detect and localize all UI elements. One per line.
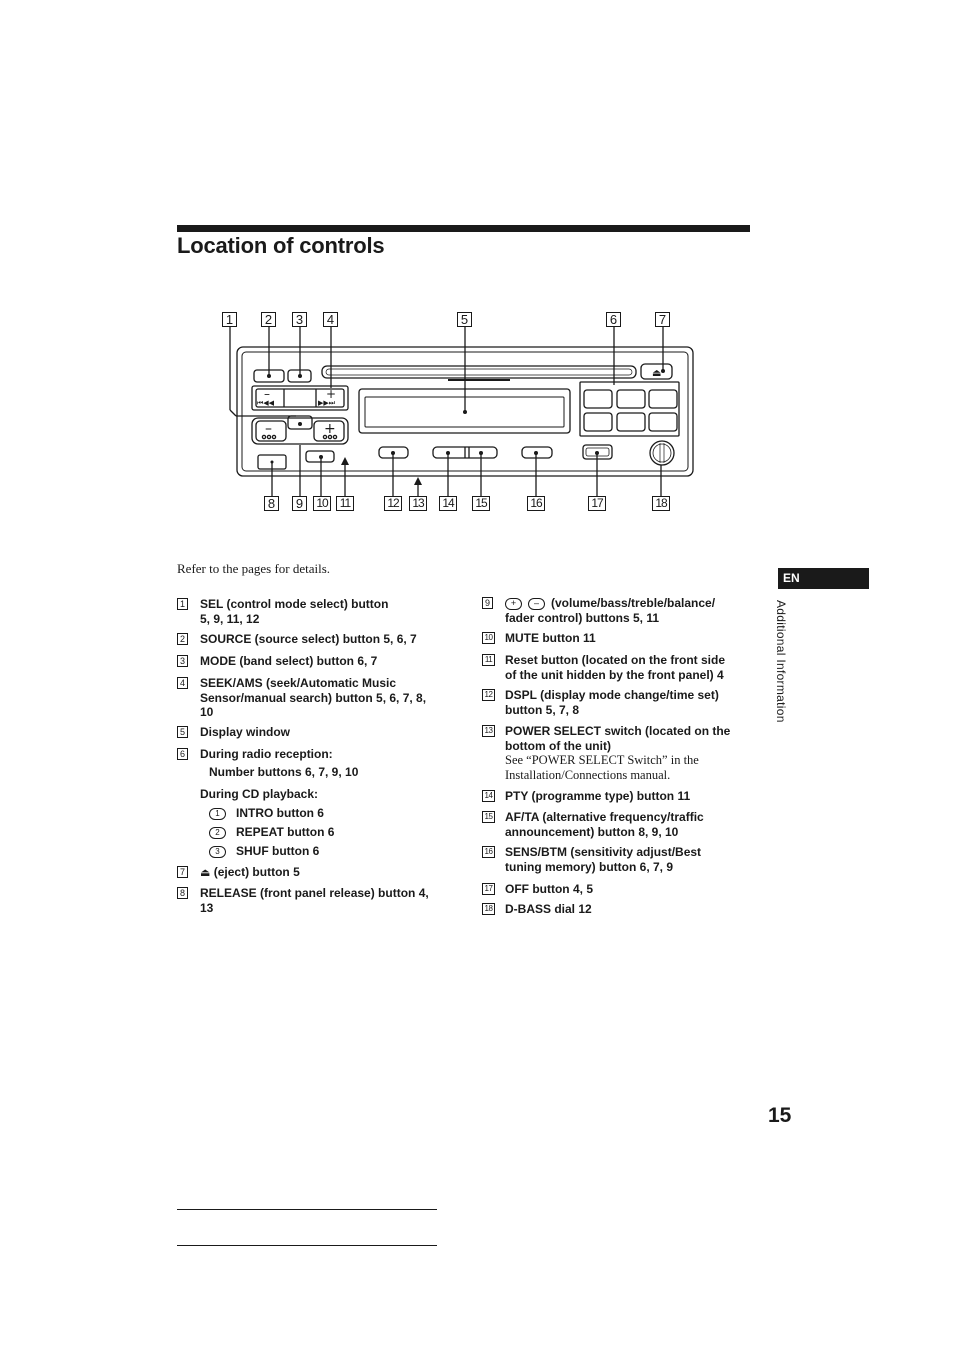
front-panel-drawing bbox=[0, 0, 954, 560]
callout-12: 12 bbox=[384, 496, 402, 511]
callout-15: 15 bbox=[472, 496, 490, 511]
callout-9: 9 bbox=[292, 496, 307, 511]
callout-1: 1 bbox=[222, 312, 237, 327]
minus-icon: – bbox=[528, 598, 545, 610]
seek-plus-icon: + bbox=[326, 387, 337, 401]
page-number: 15 bbox=[768, 1104, 792, 1127]
volume-minus-icon: – bbox=[265, 421, 272, 437]
refer-note: Refer to the pages for details. bbox=[177, 561, 331, 576]
cd-playback-heading: During CD playback: bbox=[200, 787, 319, 801]
callout-11: 11 bbox=[336, 496, 354, 511]
eject-icon: ⏏ bbox=[200, 866, 211, 879]
cd-item-shuf: 3 SHUF button 6 bbox=[209, 844, 459, 859]
seek-forward-icon: ▶▶⏭ bbox=[318, 399, 336, 407]
callout-13: 13 bbox=[409, 496, 427, 511]
callout-8: 8 bbox=[264, 496, 279, 511]
eject-icon: ⏏ bbox=[652, 368, 662, 379]
callout-4: 4 bbox=[323, 312, 338, 327]
cd-item-repeat: 2 REPEAT button 6 bbox=[209, 825, 459, 840]
footer-rule-1 bbox=[177, 1209, 437, 1210]
footer-rule-2 bbox=[177, 1245, 437, 1246]
number-buttons-line: Number buttons 6, 7, 9, 10 bbox=[209, 765, 359, 779]
section-label: Additional Information bbox=[774, 600, 788, 723]
callout-6: 6 bbox=[606, 312, 621, 327]
callout-17: 17 bbox=[588, 496, 606, 511]
callout-16: 16 bbox=[527, 496, 545, 511]
language-tab: EN bbox=[778, 568, 869, 589]
callout-5: 5 bbox=[457, 312, 472, 327]
page-title: Location of controls bbox=[177, 233, 385, 258]
callout-3: 3 bbox=[292, 312, 307, 327]
callout-18: 18 bbox=[652, 496, 670, 511]
cd-slot bbox=[322, 366, 636, 378]
volume-plus-icon: + bbox=[324, 421, 336, 437]
callout-14: 14 bbox=[439, 496, 457, 511]
callout-2: 2 bbox=[261, 312, 276, 327]
plus-icon: + bbox=[505, 598, 522, 610]
callout-10: 10 bbox=[313, 496, 331, 511]
seek-minus-icon: – bbox=[264, 387, 270, 401]
callout-7: 7 bbox=[655, 312, 670, 327]
seek-back-icon: ⏮◀◀ bbox=[257, 399, 275, 407]
dbass-dial-shape bbox=[650, 441, 674, 465]
cd-item-intro: 1 INTRO button 6 bbox=[209, 806, 459, 821]
